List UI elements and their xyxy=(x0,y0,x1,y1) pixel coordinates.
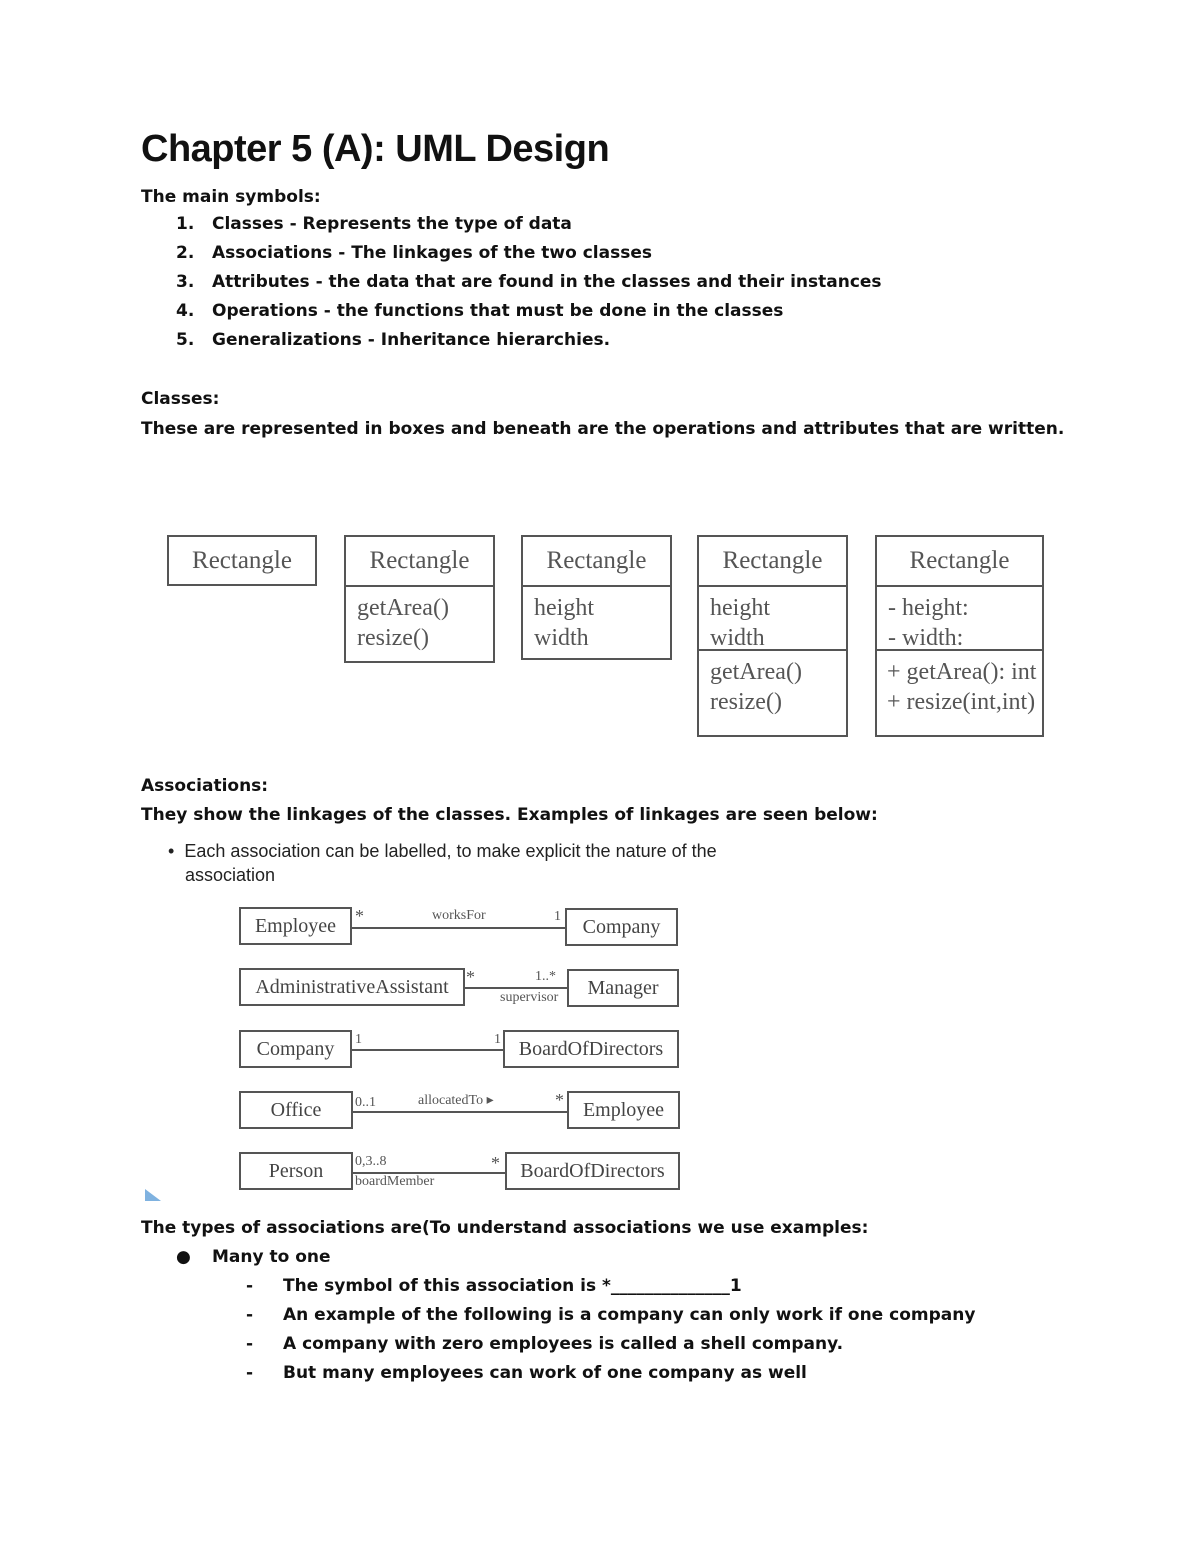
left-multiplicity: 0,3..8 xyxy=(355,1154,387,1169)
assoc-right-class: Manager xyxy=(567,969,679,1007)
assoc-right-class: BoardOfDirectors xyxy=(503,1030,679,1068)
list-item: 1. Classes - Represents the type of data xyxy=(176,214,572,234)
bullet-icon: ● xyxy=(176,1247,191,1267)
class-box-3 xyxy=(521,535,672,660)
assoc-right-class: BoardOfDirectors xyxy=(505,1152,680,1190)
right-multiplicity: 1..* xyxy=(535,969,556,984)
associations-heading: Associations: xyxy=(141,776,269,796)
class-box-1 xyxy=(167,535,317,586)
association-line xyxy=(353,1111,568,1113)
association-label: boardMember xyxy=(355,1174,435,1189)
types-heading: The types of associations are(To understand associations we use examples: xyxy=(141,1218,869,1238)
list-item: 4. Operations - the functions that must be done in the classes xyxy=(176,301,784,321)
assoc-left-class: Person xyxy=(239,1152,353,1190)
assoc-left-class: Employee xyxy=(239,907,352,945)
intro-text: The main symbols: xyxy=(141,187,321,207)
class-attributes: height width xyxy=(699,585,846,649)
class-operations: getArea() resize() xyxy=(346,585,493,657)
left-multiplicity: * xyxy=(466,967,475,987)
dash-icon: - xyxy=(246,1334,254,1354)
assoc-left-class: Office xyxy=(239,1091,353,1129)
right-multiplicity: * xyxy=(555,1090,564,1110)
right-multiplicity: 1 xyxy=(554,909,561,924)
association-line xyxy=(352,927,566,929)
assoc-right-class: Employee xyxy=(567,1091,680,1129)
association-label: allocatedTo ▸ xyxy=(418,1093,494,1108)
symbols-list xyxy=(176,213,882,358)
list-item: 2. Associations - The linkages of the two classes xyxy=(176,243,652,263)
list-item: 5. Generalizations - Inheritance hierarchies. xyxy=(176,330,611,350)
class-box-2 xyxy=(344,535,495,663)
list-item: - A company with zero employees is called a shell company. xyxy=(246,1334,844,1354)
list-item: - The symbol of this association is *______________1 xyxy=(246,1276,742,1296)
association-bullet: • Each association can be labelled, to make explicit the nature of the association xyxy=(168,841,717,885)
class-name: Rectangle xyxy=(369,547,470,574)
list-item: 3. Attributes - the data that are found in the classes and their instances xyxy=(176,272,882,292)
class-name: Rectangle xyxy=(722,547,823,574)
assoc-left-class: Company xyxy=(239,1030,352,1068)
association-line xyxy=(352,1049,504,1051)
classes-heading: Classes: xyxy=(141,389,220,409)
dash-icon: - xyxy=(246,1276,254,1296)
class-operations: getArea() resize() xyxy=(699,649,846,721)
list-item: - An example of the following is a company can only work if one company xyxy=(246,1305,976,1325)
dash-icon: - xyxy=(246,1363,254,1383)
class-box-4 xyxy=(697,535,848,737)
association-label: supervisor xyxy=(500,990,559,1005)
list-item: - But many employees can work of one company as well xyxy=(246,1363,807,1383)
class-name: Rectangle xyxy=(546,547,647,574)
associations-description: They show the linkages of the classes. Examples of linkages are seen below: xyxy=(141,805,878,825)
classes-description: These are represented in boxes and beneath are the operations and attributes that are written. xyxy=(141,419,1065,439)
dash-list xyxy=(246,1275,975,1391)
association-line xyxy=(465,987,568,989)
association-label: worksFor xyxy=(432,908,486,923)
list-item: ● Many to one xyxy=(176,1247,331,1267)
class-name: Rectangle xyxy=(909,547,1010,574)
assoc-left-class: AdministrativeAssistant xyxy=(239,968,465,1006)
left-multiplicity: * xyxy=(355,906,364,926)
class-name: Rectangle xyxy=(192,547,292,574)
class-operations: + getArea(): int + resize(int,int) xyxy=(877,649,1042,721)
left-multiplicity: 1 xyxy=(355,1032,362,1047)
class-attributes: height width xyxy=(523,585,670,657)
resize-handle-icon xyxy=(143,1187,163,1203)
right-multiplicity: * xyxy=(491,1153,500,1173)
assoc-right-class: Company xyxy=(565,908,678,946)
class-box-5 xyxy=(875,535,1044,737)
right-multiplicity: 1 xyxy=(494,1032,501,1047)
dash-icon: - xyxy=(246,1305,254,1325)
left-multiplicity: 0..1 xyxy=(355,1095,376,1110)
class-attributes: - height: - width: xyxy=(877,585,1042,649)
bullet-icon: • xyxy=(168,841,185,861)
page-title: Chapter 5 (A): UML Design xyxy=(141,128,610,170)
